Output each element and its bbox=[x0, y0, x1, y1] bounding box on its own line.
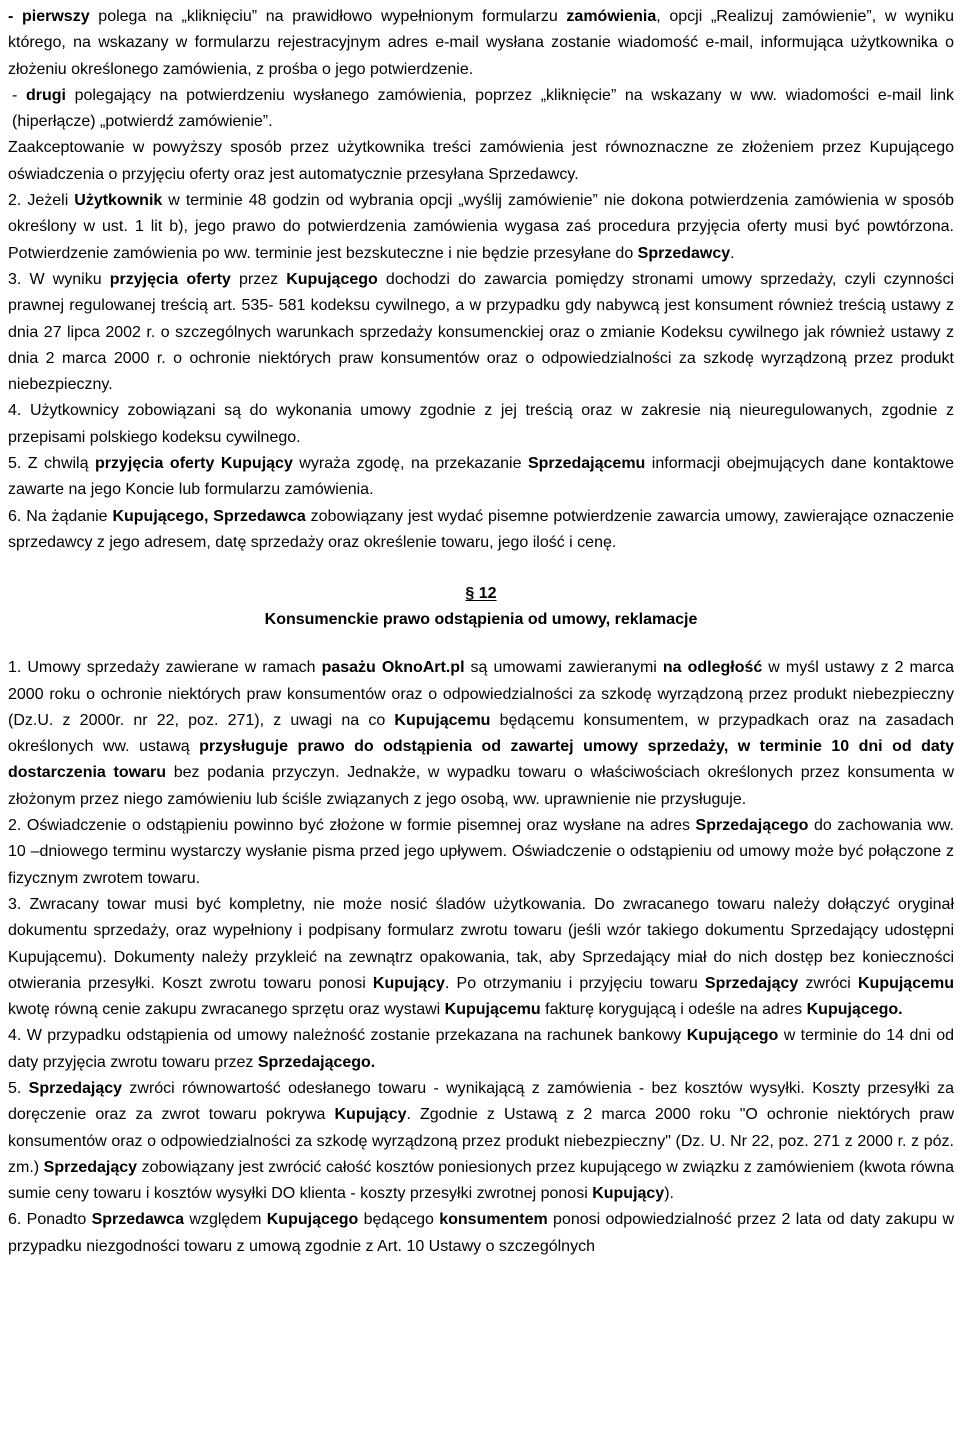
document-page bbox=[0, 4, 960, 1454]
text-run: dochodzi do zawarcia pomiędzy stronami umowy sprzedaży, czyli czynności prawnej regulowanej treścią art. 535- 581 kodeksu cywilnego, a w przypadku gdy nabywcą jest konsument również treścią ustawy z dnia 27 lipca 2002 r. o szczególnych warunkach sprzedaży konsumenckiej oraz o zmianie Kodeksu cywilnego jak również ustawy z dnia 2 marca 2000 r. o ochronie niektórych praw konsumentów oraz o odpowiedzialności za szkodę wyrządzoną przez produkt niebezpieczny. bbox=[8, 270, 954, 394]
text-run: 4. Użytkownicy zobowiązani są do wykonania umowy zgodnie z jej treścią oraz w zakresie nią nieuregulowanych, zgodnie z przepisami polskiego kodeksu cywilnego. bbox=[8, 402, 954, 446]
text-run: wyraża zgodę, na przekazanie bbox=[292, 455, 528, 473]
text-run: . Zgodnie z Ustawą z 2 marca 2000 roku "O ochronie niektórych praw konsumentów oraz o odpowiedzialności za szkodę wyrządzoną przez produkt niebezpieczny" (Dz. U. Nr 22, poz. 271 z 2000 r. z póz. zm.) bbox=[8, 1106, 954, 1176]
bold-text-run: Kupującemu bbox=[394, 711, 491, 729]
bold-text-run: Kupującemu bbox=[857, 974, 954, 992]
text-run: będącemu konsumentem, w przypadkach oraz na zasadach określonych ww. ustawą bbox=[8, 711, 955, 756]
text-run: bez podania przyczyn. Jednakże, w wypadku towaru o właściwościach określonych przez konsumenta w złożonym przez niego zamówieniu lub ściśle związanych z jego osobą, ww. uprawnienie nie przysługuje. bbox=[8, 764, 955, 808]
bold-text-run: Sprzedającego bbox=[695, 817, 809, 835]
text-run: w myśl ustawy z 2 marca 2000 roku o ochronie niektórych praw konsumentów oraz o odpowiedzialności za szkodę wyrządzoną przez produkt niebezpieczny (Dz.U. z 2000r. nr 22, poz. 271), z uwagi na co bbox=[8, 659, 954, 729]
bold-text-run: Sprzedający bbox=[704, 974, 799, 992]
bold-text-run: Kupującemu bbox=[444, 1001, 541, 1019]
text-run: zobowiązany jest zwrócić całość kosztów poniesionych przez kupującego w związku z zamówieniem (kwota równa sumie ceny towaru i kosztów wysyłki DO klienta - koszty przesyłki zwrotnej ponosi bbox=[8, 1158, 954, 1203]
text-run: 2. Jeżeli bbox=[8, 192, 75, 210]
paragraph-point-4 bbox=[8, 398, 954, 451]
bold-text-run: Kupującego bbox=[286, 270, 378, 288]
text-run: kwotę równą cenie zakupu zwracanego sprzętu oraz wystawi bbox=[8, 1001, 445, 1019]
bold-text-run: Kupujący bbox=[592, 1185, 665, 1203]
bold-text-run: Kupujący bbox=[372, 974, 445, 992]
bold-text-run: przysługuje prawo do odstąpienia od zawartej umowy sprzedaży, w terminie 10 dni od daty dostarczenia towaru bbox=[8, 738, 954, 782]
text-run: zobowiązany jest wydać pisemne potwierdzenie zawarcia umowy, zawierające oznaczenie sprzedawcy z jego adresem, datę sprzedaży oraz określenie towaru, jego ilość i cenę. bbox=[8, 507, 955, 551]
text-run: . Po otrzymaniu i przyjęciu towaru bbox=[444, 974, 705, 992]
text-run: 3. Zwracany towar musi być kompletny, nie może nosić śladów użytkowania. Do zwracanego towaru należy dołączyć oryginał dokumentu sprzedaży, oraz wypełniony i podpisany formularz zwrotu towaru (jeśli wzór takiego dokumentu Sprzedający udostępni Kupującemu). Dokumenty należy przykleić na zewnątrz opakowania, tak, aby Sprzedający miał do nich dostęp bez konieczności otwierania przesyłki. Koszt zwrotu towaru ponosi bbox=[8, 895, 954, 992]
bold-text-run: Kupujący bbox=[334, 1106, 407, 1124]
bold-text-run: Sprzedawca bbox=[91, 1211, 185, 1229]
text-run: 4. W przypadku odstąpienia od umowy należność zostanie przekazana na rachunek bankowy bbox=[8, 1027, 687, 1045]
bold-text-run: konsumentem bbox=[439, 1211, 548, 1229]
paragraph-point-2 bbox=[8, 188, 954, 267]
paragraph-12-point-5 bbox=[8, 1076, 954, 1207]
bold-text-run: Kupującego. bbox=[806, 1001, 903, 1019]
paragraph-step-second bbox=[8, 83, 954, 136]
bold-text-run: przyjęcia oferty Kupujący bbox=[94, 455, 293, 473]
paragraph-12-point-6 bbox=[8, 1207, 954, 1260]
text-run: są umowami zawieranymi bbox=[464, 659, 663, 677]
text-run: ). bbox=[664, 1185, 674, 1203]
paragraph-12-point-2 bbox=[8, 813, 954, 892]
bold-text-run: Użytkownik bbox=[74, 192, 163, 210]
text-run: zwróci równowartość odesłanego towaru - wynikającą z zamówienia - bez kosztów wysyłki. Koszty przesyłki za doręczenie oraz za zwrot towaru pokrywa bbox=[8, 1079, 954, 1124]
bold-text-run: Sprzedający bbox=[43, 1158, 138, 1176]
text-run: informacji obejmujących dane kontaktowe zawarte na jego Koncie lub formularzu zamówienia. bbox=[8, 455, 954, 499]
text-run: 3. W wyniku bbox=[8, 270, 110, 288]
bold-text-run: Kupującego bbox=[266, 1211, 359, 1229]
text-run: , opcji „Realizuj zamówienie”, w wyniku którego, na wskazany w formularzu rejestracyjnym adres e-mail wysłana zostanie wiadomość e-mail, informująca użytkownika o złożeniu określonego zamówienia, z prośba o jego potwierdzenie. bbox=[8, 8, 954, 78]
bold-text-run: Sprzedającemu bbox=[527, 455, 646, 473]
bold-text-run: - bbox=[8, 8, 23, 25]
bold-text-run: Sprzedający bbox=[28, 1079, 123, 1097]
bold-text-run: przyjęcia oferty bbox=[109, 270, 231, 288]
bold-text-run: Kupującego, Sprzedawca bbox=[112, 507, 306, 525]
section-number: § 12 bbox=[465, 585, 497, 603]
bold-text-run: zamówienia bbox=[566, 8, 657, 25]
bold-text-run: Sprzedającego. bbox=[257, 1053, 376, 1071]
section-heading bbox=[8, 581, 954, 633]
text-run: - bbox=[12, 86, 26, 104]
paragraph-12-point-1 bbox=[8, 655, 954, 813]
text-run: 1. Umowy sprzedaży zawierane w ramach bbox=[8, 659, 322, 677]
text-run: 5. Z chwilą bbox=[8, 455, 95, 473]
text-run: 5. bbox=[8, 1079, 29, 1097]
text-run: fakturę korygującą i odeśle na adres bbox=[540, 1001, 807, 1019]
text-run: w terminie do 14 dni od daty przyjęcia zwrotu towaru przez bbox=[8, 1027, 955, 1071]
text-run: polega na „kliknięciu” na prawidłowo wypełnionym formularzu bbox=[89, 8, 567, 25]
text-run: Zaakceptowanie w powyższy sposób przez użytkownika treści zamówienia jest równoznaczne ze złożeniem przez Kupującego oświadczenia o przyjęciu oferty oraz jest automatycznie przesyłana Sprzedawcy. bbox=[8, 139, 954, 183]
section-title: Konsumenckie prawo odstąpienia od umowy, reklamacje bbox=[264, 611, 698, 629]
text-run: 2. Oświadczenie o odstąpieniu powinno być złożone w formie pisemnej oraz wysłane na adres bbox=[8, 817, 696, 835]
paragraph-acceptance bbox=[8, 135, 954, 188]
bold-text-run: na odległość bbox=[662, 659, 763, 677]
text-run: względem bbox=[184, 1211, 267, 1229]
bold-text-run: pierwszy bbox=[22, 8, 90, 25]
text-run: 6. Na żądanie bbox=[8, 507, 113, 525]
text-run: do zachowania ww. 10 –dniowego terminu wystarczy wysłanie pisma przed jego upływem. Oświadczenie o odstąpieniu od umowy może być połączone z fizycznym zwrotem towaru. bbox=[8, 817, 955, 887]
text-run: zwróci bbox=[798, 974, 858, 992]
text-run: 6. Ponadto bbox=[8, 1211, 92, 1229]
text-run: ponosi odpowiedzialność przez 2 lata od daty zakupu w przypadku niezgodności towaru z umową zgodnie z Art. 10 Ustawy o szczególnych bbox=[8, 1211, 955, 1255]
text-run: polegający na potwierdzeniu wysłanego zamówienia, poprzez „kliknięcie” na wskazany w ww. wiadomości e-mail link (hiperłącze) „potwierdź zamówienie”. bbox=[12, 86, 954, 131]
text-run: w terminie 48 godzin od wybrania opcji „wyślij zamówienie” nie dokona potwierdzenia zamówienia w sposób określony w ust. 1 lit b), jego prawo do potwierdzenia zamówienia wygasa zaś procedura przyjęcia oferty musi być powtórzona. Potwierdzenie zamówienia po ww. terminie jest bezskuteczne i nie będzie przesyłane do bbox=[8, 192, 955, 262]
text-run: . bbox=[730, 244, 735, 262]
bold-text-run: Sprzedawcy bbox=[637, 244, 731, 262]
bold-text-run: pasażu OknoArt.pl bbox=[321, 659, 465, 677]
paragraph-12-point-3 bbox=[8, 892, 954, 1023]
paragraph-12-point-4 bbox=[8, 1023, 954, 1076]
paragraph-point-6 bbox=[8, 504, 954, 557]
bold-text-run: drugi bbox=[25, 86, 66, 104]
bold-text-run: Kupującego bbox=[686, 1027, 779, 1045]
paragraph-step-first bbox=[8, 4, 954, 83]
paragraph-point-5 bbox=[8, 451, 954, 504]
paragraph-point-3 bbox=[8, 267, 954, 398]
text-run: przez bbox=[230, 270, 287, 288]
text-run: będącego bbox=[358, 1211, 440, 1229]
